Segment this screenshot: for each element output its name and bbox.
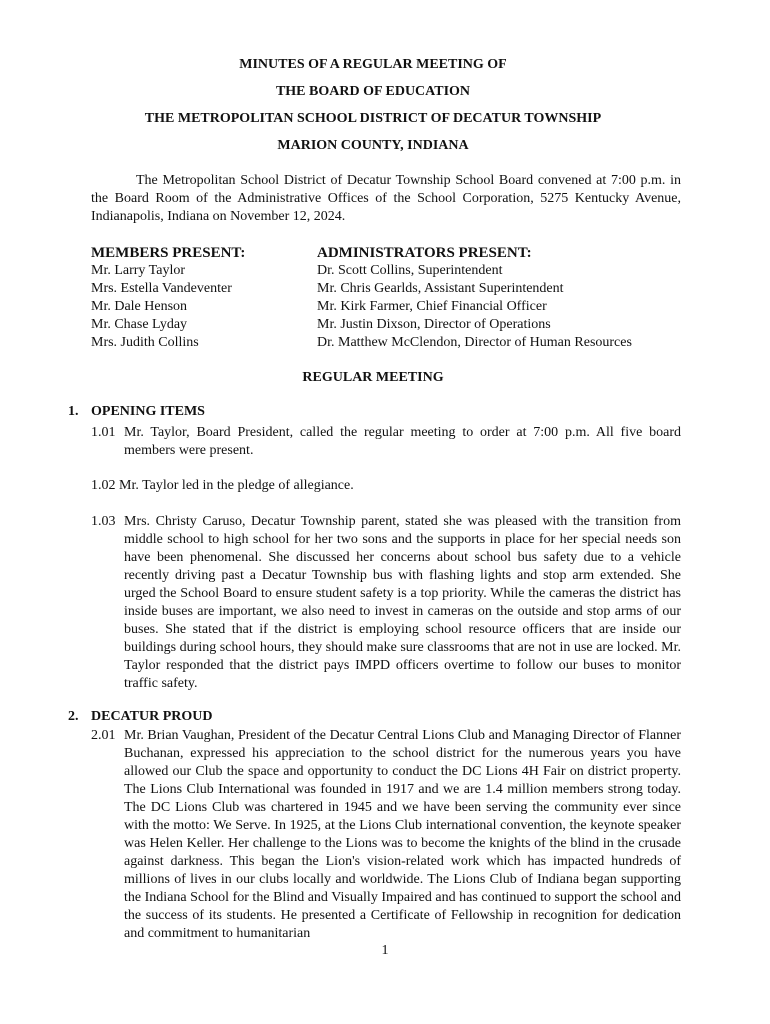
item-number: 1.02 [91, 478, 116, 493]
title-line-4: MARION COUNTY, INDIANA [277, 138, 469, 153]
section-number: 1. [68, 404, 79, 419]
regular-meeting-heading: REGULAR MEETING [302, 370, 444, 385]
section-heading [68, 708, 212, 726]
item-number: 1.03 [91, 514, 116, 529]
administrators-title: ADMINISTRATORS PRESENT: [317, 245, 532, 261]
administrators-present [317, 244, 687, 352]
title-line-1: MINUTES OF A REGULAR MEETING OF [239, 57, 507, 72]
agenda-item [91, 513, 681, 693]
administrator-name: Mr. Kirk Farmer, Chief Financial Officer [317, 299, 547, 314]
member-name: Mr. Dale Henson [91, 299, 188, 314]
member-name: Mr. Larry Taylor [91, 263, 186, 278]
administrator-name: Mr. Justin Dixson, Director of Operations [317, 317, 551, 332]
agenda-item [91, 727, 681, 943]
section-title: DECATUR PROUD [91, 709, 213, 724]
administrator-name: Mr. Chris Gearlds, Assistant Superintendent [317, 281, 564, 296]
item-text: Mrs. Christy Caruso, Decatur Township parent, stated she was pleased with the transition from middle school to high school for her two sons and the supports in place for her special needs son have been phenomenal. She discussed her concerns about school bus safety due to a vehicle recently driving past a Decatur Township bus with flashing lights and stop arm extended. She urged the School Board to ensure student safety is a top priority. While the cameras the district has inside buses are important, we also need to invest in cameras on the outside and stop arms of our buses. She stated that if the district is employing school resource officers that are inside our buildings during school hours, they should make sure classrooms that are not in use are locked. Mr. Taylor responded that the district pays IMPD officers overtime to follow our buses to monitor traffic safety. [124, 514, 681, 691]
agenda-item [91, 424, 681, 460]
administrator-name: Dr. Matthew McClendon, Director of Human Resources [317, 335, 632, 350]
title-line-3: THE METROPOLITAN SCHOOL DISTRICT OF DECATUR TOWNSHIP [144, 111, 602, 126]
member-name: Mrs. Judith Collins [91, 335, 199, 350]
member-name: Mr. Chase Lyday [91, 317, 188, 332]
page-number: 1 [381, 943, 389, 958]
item-number: 2.01 [91, 728, 116, 743]
intro-paragraph [91, 172, 681, 226]
members-present [91, 244, 311, 352]
agenda-item [91, 477, 681, 495]
section-title: OPENING ITEMS [91, 404, 205, 419]
item-number: 1.01 [91, 425, 116, 440]
item-text: Mr. Taylor, Board President, called the regular meeting to order at 7:00 p.m. All five board members were present. [124, 425, 681, 458]
members-title: MEMBERS PRESENT: [91, 245, 246, 261]
section-number: 2. [68, 709, 79, 724]
intro-text: The Metropolitan School District of Decatur Township School Board convened at 7:00 p.m. in the Board Room of the Administrative Offices of the School Corporation, 5275 Kentucky Avenue, Indianapolis, Indiana on November 12, 2024. [91, 173, 681, 224]
administrator-name: Dr. Scott Collins, Superintendent [317, 263, 503, 278]
item-text: Mr. Brian Vaughan, President of the Decatur Central Lions Club and Managing Director of Flanner Buchanan, expressed his appreciation to the school district for the numerous years you have allowed our Club the space and opportunity to conduct the DC Lions 4H Fair on district property. The Lions Club International was founded in 1917 and we are 1.4 million members strong today. The DC Lions Club was chartered in 1945 and we have been serving the community ever since with the motto: We Serve. In 1925, at the Lions Club international convention, the keynote speaker was Helen Keller. Her challenge to the Lions was to become the knights of the blind in the crusade against darkness. This began the Lion's vision-related work which has impacted hundreds of millions of lives in our clubs locally and worldwide. The Lions Club of Indiana began supporting the Indiana School for the Blind and Visually Impaired and has continued to support the school and the success of its students. He presented a Certificate of Fellowship in recognition for dedication and commitment to humanitarian [124, 728, 681, 941]
item-text: Mr. Taylor led in the pledge of allegiance. [119, 478, 354, 493]
section-heading [68, 403, 205, 421]
title-line-2: THE BOARD OF EDUCATION [275, 84, 471, 99]
member-name: Mrs. Estella Vandeventer [91, 281, 232, 296]
